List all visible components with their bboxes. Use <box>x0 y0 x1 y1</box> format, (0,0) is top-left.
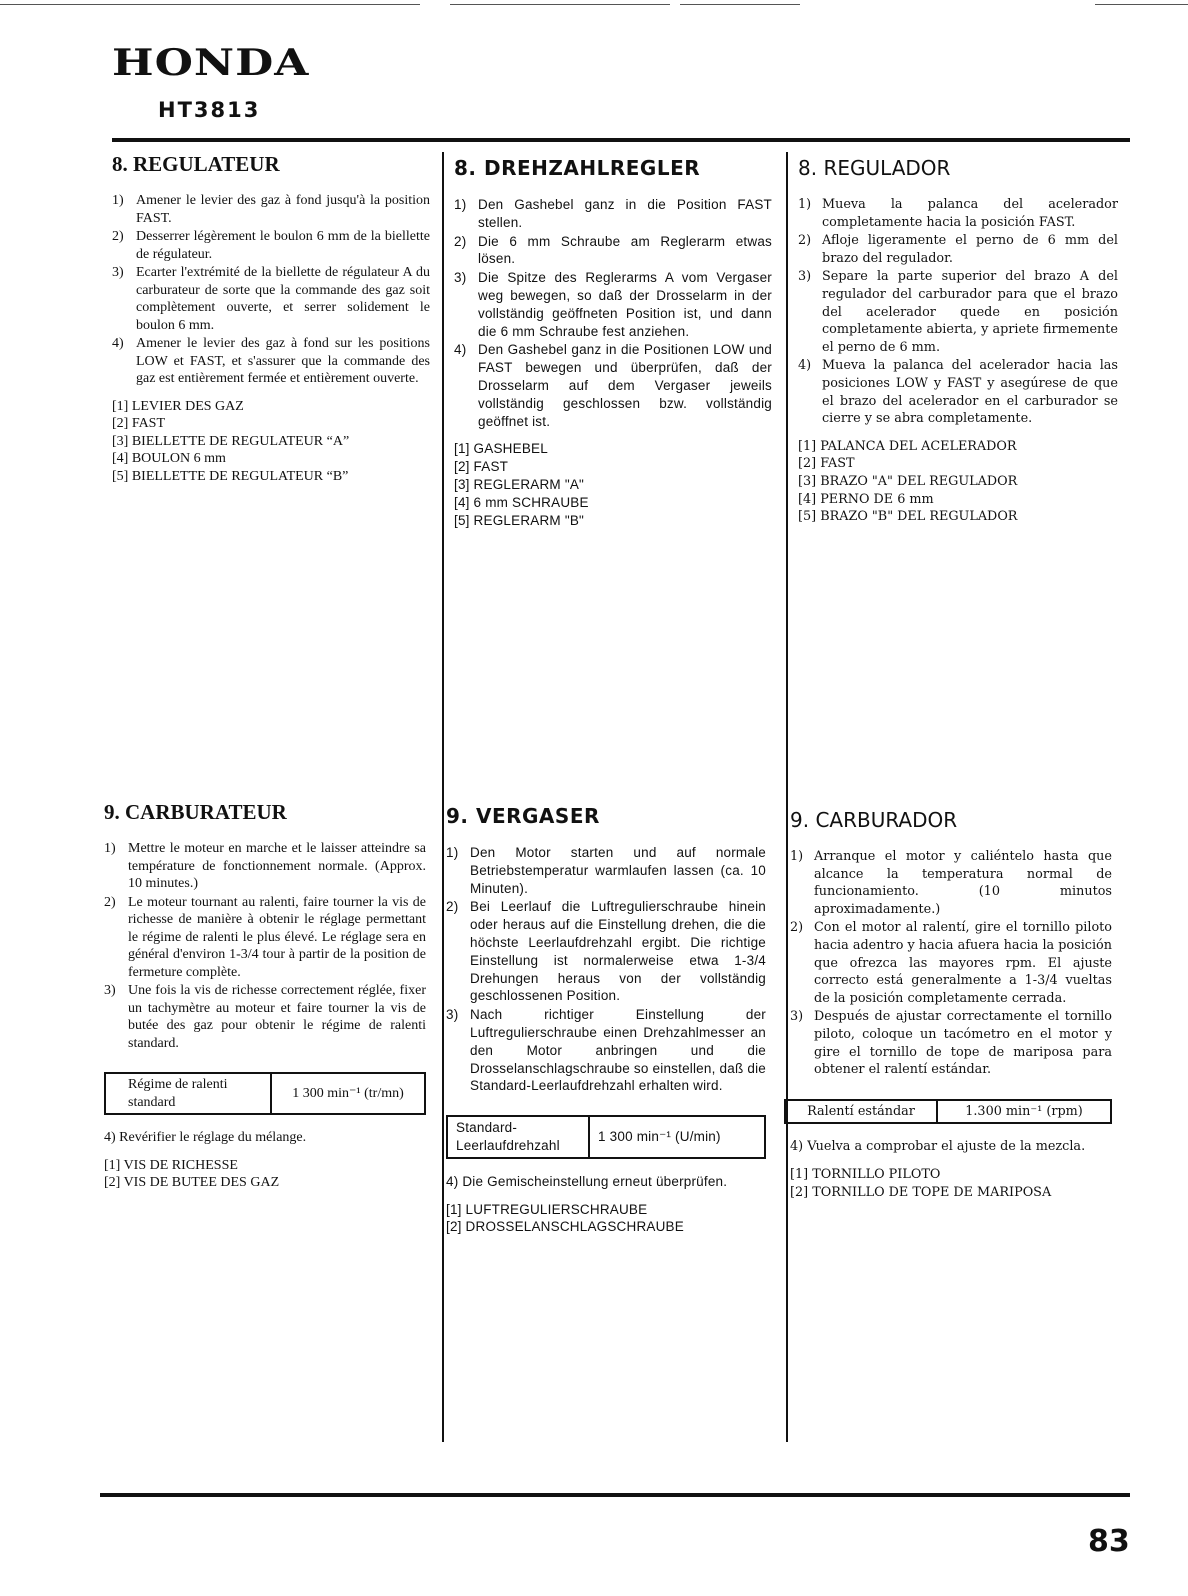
step: 2) Desserrer légèrement le boulon 6 mm de la biellette de régulateur. <box>112 229 430 262</box>
brand-logo: HONDA <box>112 42 310 84</box>
ref-item: [5] BRAZO "B" DEL REGULADOR <box>798 509 1018 525</box>
ref-item: [1] TORNILLO PILOTO <box>790 1166 941 1182</box>
ref-item: [3] BRAZO "A" DEL REGULADOR <box>798 473 1018 489</box>
es-regulator-steps <box>798 196 1118 428</box>
step: 1) Arranque el motor y caliéntelo hasta que alcance la temperatura normal de funcionamiento. (10 minutos aproximadamente.) <box>790 849 1112 917</box>
es-regulator-refs <box>798 438 1118 526</box>
top-edge-rule <box>0 4 420 5</box>
step: 2) Con el motor al ralentí, gire el tornillo piloto hacia adentro y hacia afuera hacia la posición que ofrezca las mayores rpm. El ajuste correcto está generalmente a 1-3/4 vueltas de la posición completamente cerrada. <box>790 920 1112 1006</box>
step: 4) Mueva la palanca del acelerador hacia las posiciones LOW y FAST y asegúrese de que el brazo del acelerador en el carburador se cierre y se abra completamente. <box>798 358 1118 427</box>
step: 3) Separe la parte superior del brazo A del regulador del carburador para que el brazo del acelerador quede en posición completamente abierta, y apriete firmemente el perno de 6 mm. <box>798 269 1118 355</box>
spec-value: 1.300 min⁻¹ (rpm) <box>965 1103 1083 1119</box>
de-carburetor-section <box>446 804 766 1236</box>
ref-item: [1] PALANCA DEL ACELERADOR <box>798 438 1017 454</box>
top-edge-rule <box>1095 4 1188 5</box>
step: 4) Amener le levier des gaz à fond sur les positions LOW et FAST, et s'assurer que la commande des gaz est entièrement fermée et entièrement ouverte. <box>112 336 430 386</box>
es-carburetor-section <box>790 808 1112 1201</box>
ref-item: [4] PERNO DE 6 mm <box>798 491 934 507</box>
es-carburetor-refs <box>790 1166 1112 1201</box>
top-edge-rule <box>450 4 670 5</box>
idle-speed-spec-table <box>104 1072 426 1115</box>
ref-item: [5] REGLERARM "B" <box>454 512 585 528</box>
fr-carburetor-section <box>104 800 426 1192</box>
ref-item: [4] BOULON 6 mm <box>112 451 226 466</box>
section-title: 9. VERGASER <box>446 804 600 828</box>
step: 3) Después de ajustar correctamente el tornillo piloto, coloque un tacómetro en el motor y gire el tornillo de tope de mariposa para obtener el ralentí estándar. <box>790 1009 1112 1078</box>
step: 2) Le moteur tournant au ralenti, faire tourner la vis de richesse de manière à obtenir le réglage permettant le régime de ralenti le plus élevé. Le réglage sera en général d'environ 1-3/4 tour à partir de la position de fermeture complète. <box>104 894 426 980</box>
section-title: 8. REGULATEUR <box>112 152 280 176</box>
section-title: 9. CARBURADOR <box>790 808 958 832</box>
step: 1) Mettre le moteur en marche et le laisser atteindre sa température de fonctionnement normale. (Approx. 10 minutes.) <box>104 841 426 891</box>
fr-regulator-steps <box>112 192 430 388</box>
section-title: 8. DREHZAHLREGLER <box>454 156 701 180</box>
top-edge-rule <box>680 4 800 5</box>
step: 4) Den Gashebel ganz in die Positionen LOW und FAST bewegen und überprüfen, daß der Drosselarm auf dem Vergaser jeweils vollständig geschlossen bzw. vollständig geöffnet ist. <box>454 342 772 429</box>
ref-item: [2] TORNILLO DE TOPE DE MARIPOSA <box>790 1184 1052 1200</box>
ref-item: [1] LUFTREGULIERSCHRAUBE <box>446 1201 648 1217</box>
section-title: 8. REGULADOR <box>798 156 951 180</box>
spec-label: Ralentí estándar <box>786 1101 938 1123</box>
ref-item: [4] 6 mm SCHRAUBE <box>454 494 589 510</box>
ref-item: [1] VIS DE RICHESSE <box>104 1157 238 1173</box>
step: 1) Den Motor starten und auf normale Betriebstemperatur warmlaufen lassen (ca. 10 Minuten). <box>446 845 766 896</box>
de-regulator-section <box>454 156 772 529</box>
ref-item: [1] LEVIER DES GAZ <box>112 398 244 414</box>
spec-value: 1 300 min⁻¹ (tr/mn) <box>292 1085 404 1101</box>
ref-item: [1] GASHEBEL <box>454 441 548 457</box>
fr-regulator-section <box>112 152 430 485</box>
section-title: 9. CARBURATEUR <box>104 800 287 824</box>
header-rule <box>112 138 1130 142</box>
step: 3) Die Spitze des Reglerarms A vom Vergaser weg bewegen, so daß der Drosselarm in der vollständig geöffneten Position ist, und dann die 6 mm Schraube fest anziehen. <box>454 270 772 339</box>
ref-item: [3] BIELLETTE DE REGULATEUR “A” <box>112 433 350 449</box>
column-divider <box>442 152 444 1442</box>
de-regulator-steps <box>454 196 772 430</box>
fr-carburetor-refs <box>104 1157 426 1192</box>
step: 3) Une fois la vis de richesse correctement réglée, fixer un tachymètre au moteur et faire tourner la vis de butée des gaz pour obtenir le régime de ralenti standard. <box>104 983 426 1051</box>
model-number: HT3813 <box>158 98 261 122</box>
ref-item: [2] VIS DE BUTEE DES GAZ <box>104 1175 280 1190</box>
step: 1) Den Gashebel ganz in die Position FAST stellen. <box>454 197 772 230</box>
fr-regulator-refs <box>112 398 430 486</box>
spec-label: Standard-Leerlaufdrehzahl <box>448 1117 590 1157</box>
fr-carburetor-steps <box>104 840 426 1052</box>
ref-item: [2] FAST <box>112 416 166 431</box>
ref-item: [5] BIELLETTE DE REGULATEUR “B” <box>112 468 349 484</box>
idle-speed-spec-table <box>784 1099 1112 1125</box>
step: 3) Ecarter l'extrémité de la biellette de régulateur A du carburateur de sorte que la commande des gaz soit complètement ouverte, et serrer solidement le boulon 6 mm. <box>112 265 430 333</box>
step: 1) Amener le levier des gaz à fond jusqu'à la position FAST. <box>112 193 430 226</box>
spec-value: 1 300 min⁻¹ (U/min) <box>598 1129 721 1145</box>
step-note: 4) Vuelva a comprobar el ajuste de la mezcla. <box>790 1139 1086 1155</box>
de-carburetor-refs <box>446 1201 766 1237</box>
de-regulator-refs <box>454 440 772 529</box>
ref-item: [2] DROSSELANSCHLAGSCHRAUBE <box>446 1219 684 1235</box>
step: 2) Die 6 mm Schraube am Reglerarm etwas lösen. <box>454 233 772 267</box>
spec-label: Régime de ralenti standard <box>106 1074 272 1113</box>
step: 1) Mueva la palanca del acelerador completamente hacia la posición FAST. <box>798 197 1118 230</box>
page-number: 83 <box>1088 1524 1130 1559</box>
es-regulator-section <box>798 156 1118 526</box>
step: 2) Afloje ligeramente el perno de 6 mm del brazo del regulador. <box>798 233 1118 266</box>
ref-item: [2] FAST <box>454 459 509 475</box>
ref-item: [2] FAST <box>798 456 855 472</box>
idle-speed-spec-table <box>446 1115 766 1159</box>
step: 2) Bei Leerlauf die Luftregulierschraube hinein oder heraus auf die Einstellung drehen, die die höchste Leerlaufdrehzahl ergibt. Die richtige Einstellung ist normalerweise etwa 1-3/4 Drehungen heraus von der vollständig geschlossenen Position. <box>446 899 766 1004</box>
column-divider <box>786 152 788 1442</box>
step-note: 4) Revérifier le réglage du mélange. <box>104 1130 307 1145</box>
ref-item: [3] REGLERARM "A" <box>454 476 585 492</box>
footer-rule <box>100 1493 1130 1497</box>
step-note: 4) Die Gemischeinstellung erneut überprüfen. <box>446 1173 728 1189</box>
es-carburetor-steps <box>790 848 1112 1079</box>
de-carburetor-steps <box>446 844 766 1095</box>
step: 3) Nach richtiger Einstellung der Luftregulierschraube einen Drehzahlmesser an den Motor anbringen und die Drosselanschlagschraube so einstellen, daß die Standard-Leerlaufdrehzahl erhalten wird. <box>446 1007 766 1094</box>
